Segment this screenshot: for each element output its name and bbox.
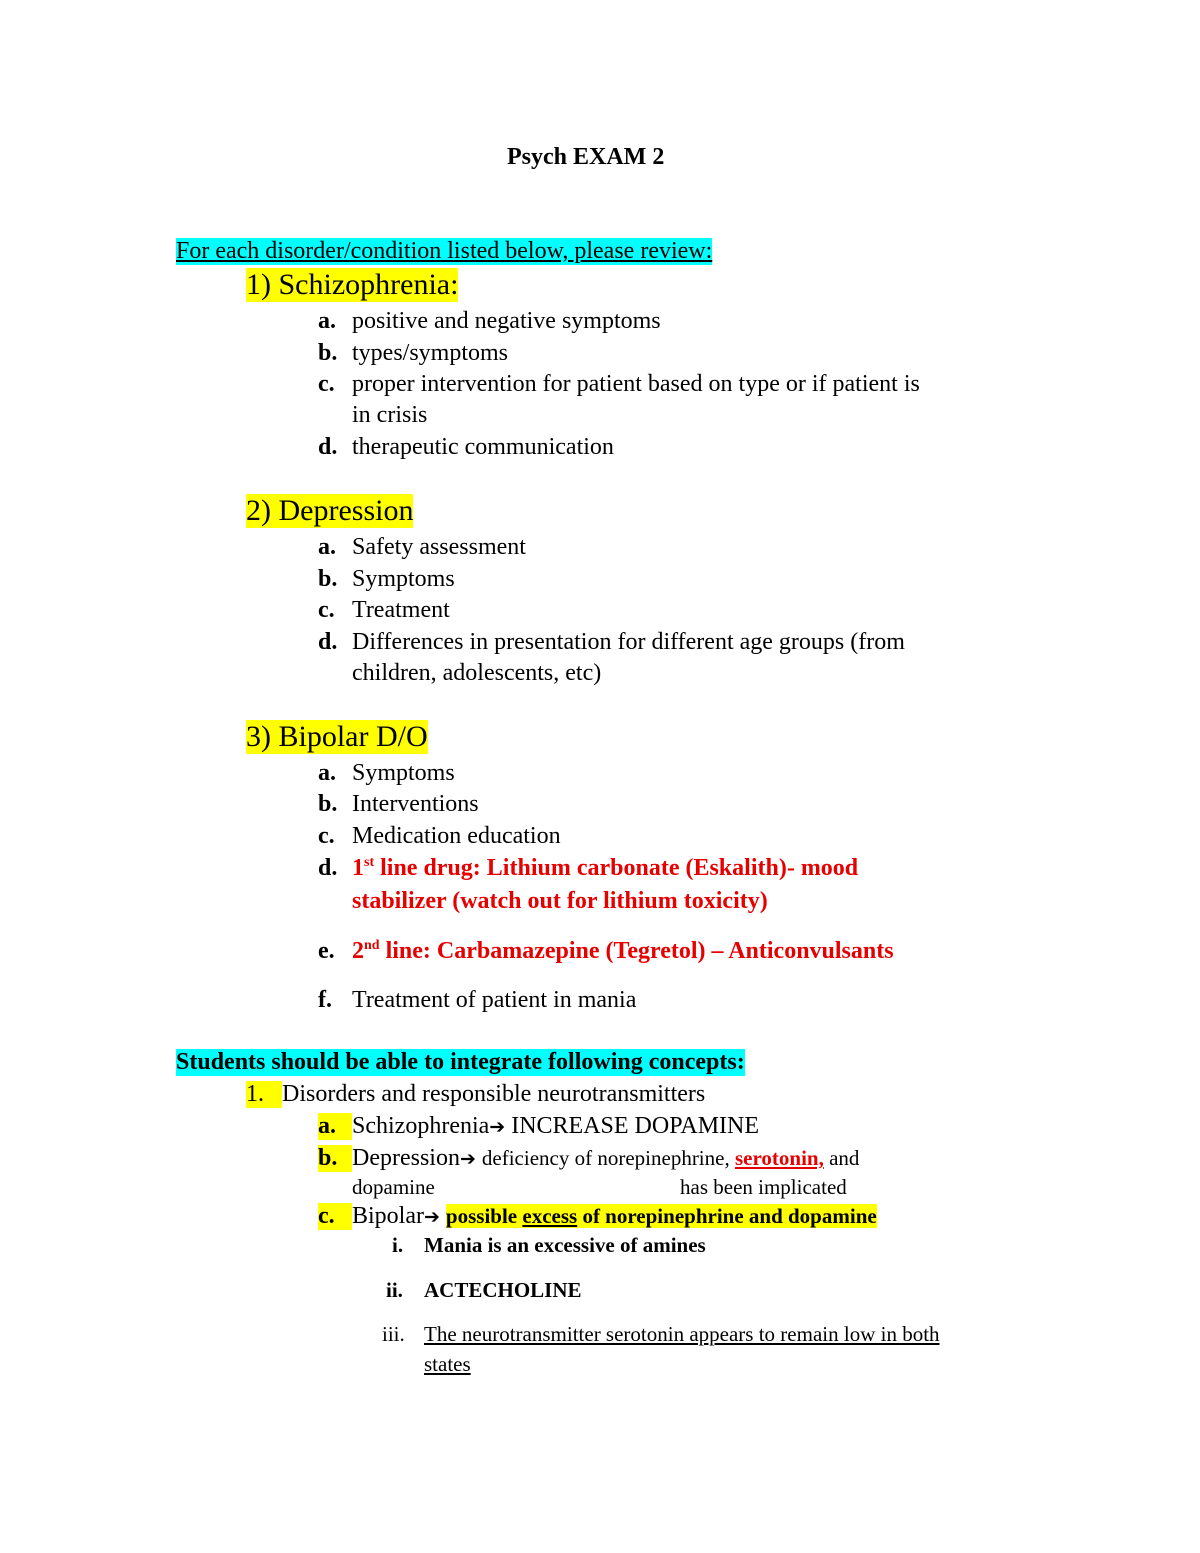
list-item: Differences in presentation for different age groups (from <box>352 629 905 655</box>
list-item: proper intervention for patient based on type or if patient is <box>352 371 920 397</box>
detail-end: and <box>823 1146 860 1170</box>
drug-text: line: Carbamazepine (Tegretol) – Anticonvulsants <box>379 938 894 964</box>
list-label: a. <box>318 534 336 560</box>
ordinal-suffix: nd <box>364 938 380 953</box>
list-item: Symptoms <box>352 760 455 786</box>
ordinal-number: 2 <box>352 938 364 964</box>
disorder-name: Schizophrenia <box>352 1113 490 1139</box>
list-item-continuation: in crisis <box>352 402 428 428</box>
sub-item: ACTECHOLINE <box>424 1278 582 1302</box>
drug-text: line drug: Lithium carbonate (Eskalith)- mood <box>374 855 859 881</box>
neurotransmitter-detail <box>446 1204 877 1228</box>
list-label: b. <box>318 566 338 592</box>
list-item-continuation: stabilizer (watch out for lithium toxicity) <box>352 888 768 914</box>
list-item: Treatment <box>352 597 450 623</box>
disorder-name: Depression <box>352 1145 460 1171</box>
section-heading-depression: 2) Depression <box>246 494 414 527</box>
concept-bipolar <box>352 1203 877 1230</box>
list-label: b. <box>318 1145 352 1172</box>
list-label: c. <box>318 1203 352 1230</box>
concept-depression <box>352 1145 859 1172</box>
list-label: a. <box>318 1113 352 1140</box>
sub-label: ii. <box>386 1278 403 1302</box>
sub-item: The neurotransmitter serotonin appears to remain low in both <box>424 1322 940 1346</box>
detail-post: of norepinephrine and dopamine <box>577 1204 877 1228</box>
arrow-right-icon: ➔ <box>489 1116 506 1138</box>
page-title: Psych EXAM 2 <box>507 144 665 170</box>
list-label: b. <box>318 791 338 817</box>
concept-schizophrenia <box>352 1113 759 1140</box>
detail-continuation: has been implicated <box>680 1175 847 1199</box>
disorder-name: Bipolar <box>352 1203 424 1229</box>
sub-item: Mania is an excessive of amines <box>424 1233 706 1257</box>
list-item: therapeutic communication <box>352 434 614 460</box>
list-label: c. <box>318 823 335 849</box>
list-label: c. <box>318 371 335 397</box>
detail-pre: possible <box>445 1204 523 1228</box>
list-item: Interventions <box>352 791 479 817</box>
list-label: d. <box>318 855 338 881</box>
concept-text: Disorders and responsible neurotransmitters <box>282 1081 706 1107</box>
serotonin-highlight: serotonin, <box>734 1146 824 1170</box>
concept-number: 1. <box>246 1081 282 1108</box>
list-item-continuation: children, adolescents, etc) <box>352 660 602 686</box>
ordinal-suffix: st <box>364 855 375 870</box>
review-heading: For each disorder/condition listed below, please review: <box>176 238 713 264</box>
list-item: Treatment of patient in mania <box>352 987 637 1013</box>
list-item: Safety assessment <box>352 534 526 560</box>
list-label: d. <box>318 434 338 460</box>
concepts-heading: Students should be able to integrate following concepts: <box>176 1049 745 1075</box>
list-label: a. <box>318 760 336 786</box>
arrow-right-icon: ➔ <box>424 1206 440 1228</box>
arrow-right-icon: ➔ <box>459 1148 476 1170</box>
list-label: d. <box>318 629 338 655</box>
list-label: a. <box>318 308 336 334</box>
list-item-first-line-drug <box>352 855 858 882</box>
sub-label: iii. <box>382 1322 405 1346</box>
list-label: c. <box>318 597 335 623</box>
detail-continuation: dopamine <box>352 1175 435 1199</box>
list-item: Medication education <box>352 823 561 849</box>
section-heading-schizophrenia: 1) Schizophrenia: <box>246 268 459 301</box>
list-label: e. <box>318 938 335 964</box>
neurotransmitter-detail: deficiency of norepinephrine, <box>481 1146 735 1170</box>
excess-word: excess <box>522 1204 578 1228</box>
sub-label: i. <box>392 1233 404 1257</box>
list-label: f. <box>318 987 332 1013</box>
list-item: types/symptoms <box>352 340 509 366</box>
list-item-second-line-drug <box>352 938 894 965</box>
sub-item-continuation: states <box>424 1352 471 1376</box>
section-heading-bipolar: 3) Bipolar D/O <box>246 720 428 753</box>
list-item: Symptoms <box>352 566 455 592</box>
list-item: positive and negative symptoms <box>352 308 661 334</box>
ordinal-number: 1 <box>352 855 364 881</box>
neurotransmitter-detail: INCREASE DOPAMINE <box>511 1113 760 1139</box>
list-label: b. <box>318 340 338 366</box>
